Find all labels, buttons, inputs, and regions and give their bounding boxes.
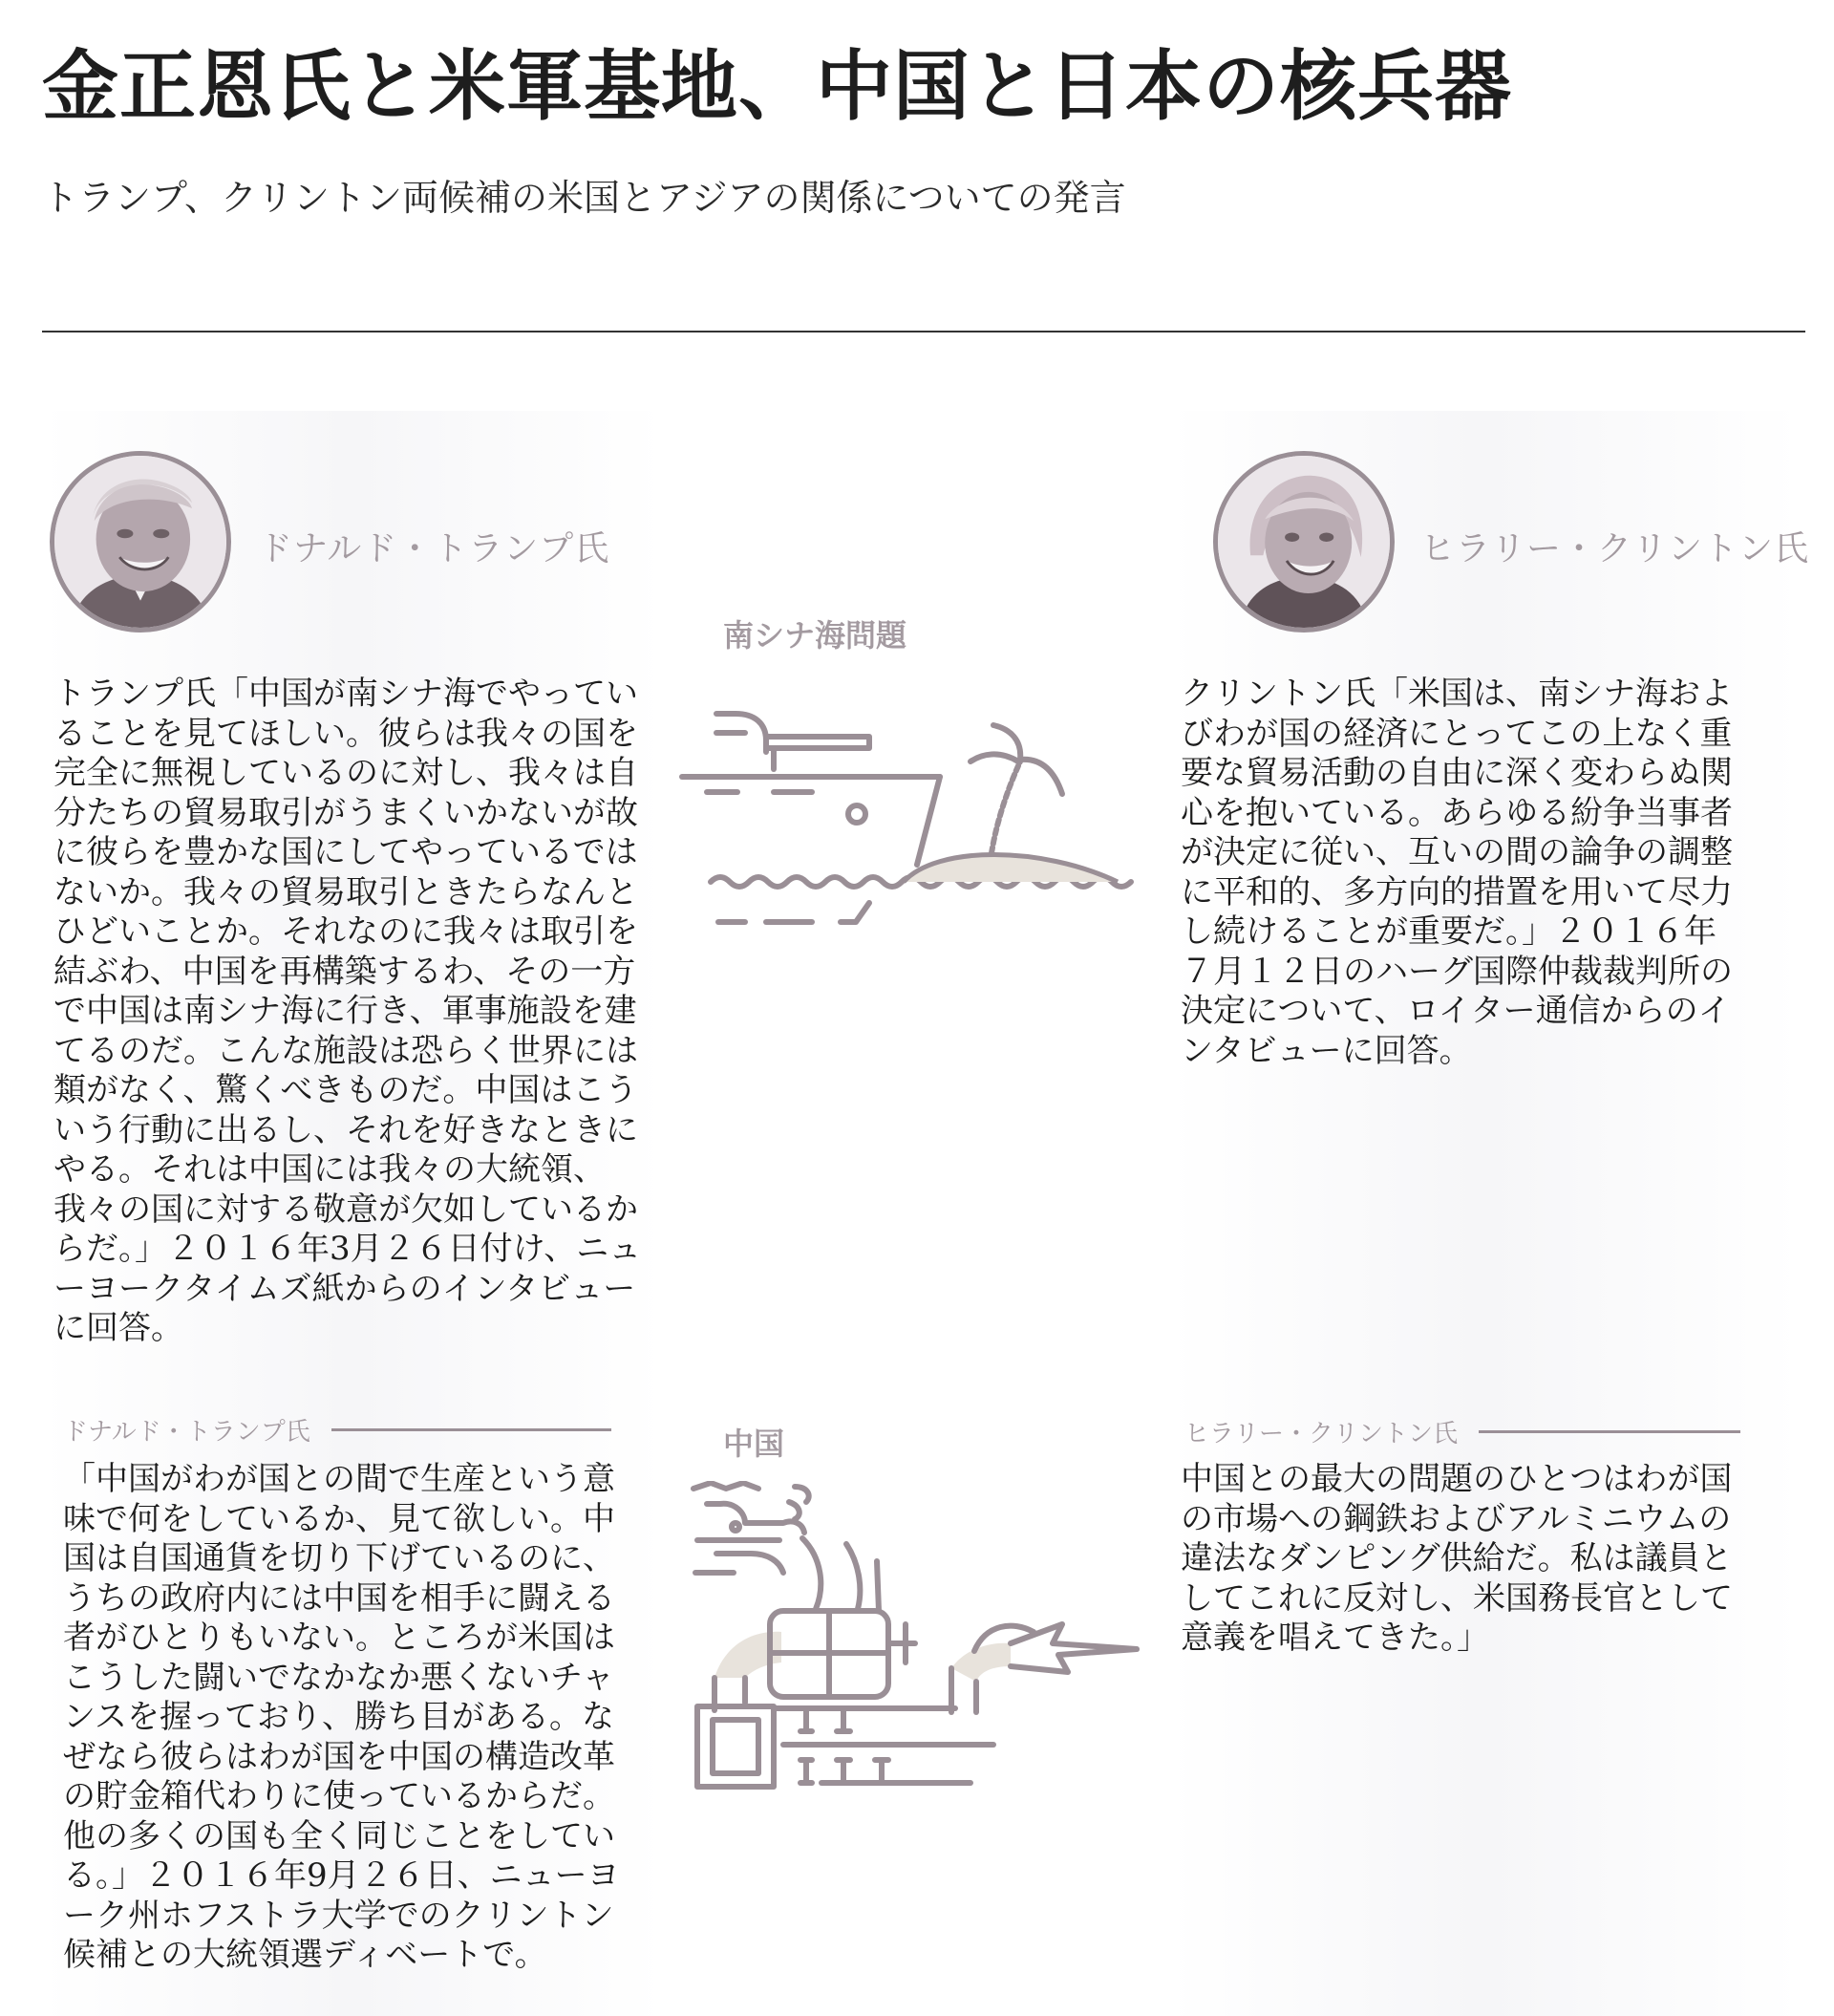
- subhead: トランプ、クリントン両候補の米国とアジアの関係についての発言: [42, 177, 1126, 219]
- clinton-small-label: ヒラリー・クリントン氏: [1184, 1420, 1459, 1448]
- dragon-steel-illustration: [688, 1481, 1156, 1796]
- clinton-quote-china: 中国との最大の問題のひとつはわが国の市場への鋼鉄およびアルミニウムの違法なダンピング供給だ。私は議員としてこれに反対し、米国務長官として意義を唱えてきた。」: [1181, 1460, 1733, 1657]
- trump-portrait-icon: [54, 456, 226, 628]
- clinton-quote-south-china-sea: クリントン氏「米国は、南シナ海およびわが国の経済にとってこの上なく重要な貿易活動の自由に深く変わらぬ関心を抱いている。あらゆる紛争当事者が決定に従い、互いの間の論争の調整に平和的、多方向的措置を用いて尽力し続けることが重要だ。」２０１６年７月１２日のハーグ国際仲裁裁判所の決定について、ロイター通信からのインタビューに回答。: [1181, 675, 1733, 1070]
- clinton-label-rule: [1479, 1430, 1740, 1433]
- trump-quote-china: 「中国がわが国との間で生産という意味で何をしているか、見て欲しい。中国は自国通貨を切り下げているのに、うちの政府内には中国を相手に闘える者がひとりもいない。ところが米国はこうした闘いでなかなか悪くないチャンスを握っており、勝ち目がある。なぜなら彼らはわが国を中国の構造改革の貯金箱代わりに使っているからだ。他の多くの国も全く同じことをしている。」２０１６年9月２６日、ニューヨーク州ホフストラ大学でのクリントン候補との大統領選ディベートで。: [63, 1460, 620, 1974]
- trump-quote-south-china-sea: トランプ氏「中国が南シナ海でやっていることを見てほしい。彼らは我々の国を完全に無視しているのに対し、我々は自分たちの貿易取引がうまくいかないが故に彼らを豊かな国にしてやっているではないか。我々の貿易取引ときたらなんとひどいことか。それなのに我々は取引を結ぶわ、中国を再構築するわ、その一方で中国は南シナ海に行き、軍事施設を建てるのだ。こんな施設は恐らく世界には類がなく、驚くべきものだ。中国はこういう行動に出るし、それを好きなときにやる。それは中国には我々の大統領、我々の国に対する敬意が欠如しているからだ。」２０１６年3月２６日付け、ニューヨークタイムズ紙からのインタビューに回答。: [53, 675, 642, 1347]
- trump-small-label: ドナルド・トランプ氏: [63, 1418, 310, 1447]
- trump-avatar: [50, 451, 231, 633]
- header-divider: [42, 331, 1805, 332]
- clinton-avatar: [1213, 451, 1395, 633]
- clinton-label-row: [1184, 1414, 1740, 1449]
- headline: 金正恩氏と米軍基地、中国と日本の核兵器: [42, 41, 1512, 131]
- trump-name: ドナルド・トランプ氏: [258, 529, 610, 568]
- trump-label-rule: [331, 1428, 611, 1431]
- topic-china: 中国: [723, 1426, 785, 1462]
- clinton-column-panel: [1169, 411, 1800, 2016]
- topic-south-china-sea: 南シナ海問題: [723, 617, 907, 654]
- warship-island-illustration: [678, 702, 1161, 932]
- trump-label-row: [63, 1412, 611, 1448]
- clinton-name: ヒラリー・クリントン氏: [1420, 529, 1810, 568]
- clinton-portrait-icon: [1218, 456, 1390, 628]
